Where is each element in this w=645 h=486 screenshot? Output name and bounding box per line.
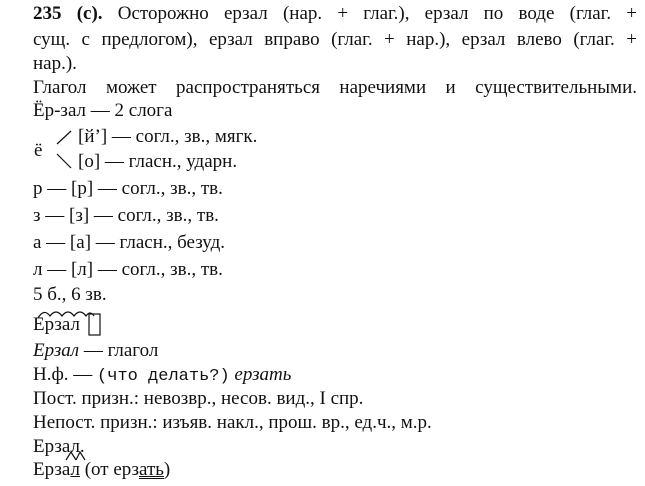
- morph-word: Ерзал: [33, 340, 80, 361]
- initial-form-word: ерзать: [229, 364, 292, 385]
- initial-form-line: [33, 364, 291, 388]
- letters-sounds-summary: 5 б., 6 зв.: [33, 284, 107, 305]
- variable-features-line: Непост. призн.: изъяв. накл., прош. вр., ед.ч., м.р.: [33, 412, 432, 433]
- sound-row-a: а — [а] — гласн., безуд.: [33, 232, 226, 253]
- derivation-from-suffix: ать: [139, 459, 164, 480]
- morph-title-line: [33, 340, 158, 362]
- yo-letter: ё: [34, 140, 43, 161]
- constant-features-line: Пост. призн.: невозвр., несов. вид., I спр.: [33, 388, 364, 409]
- sound-row-r: р — [р] — согл., зв., тв.: [33, 178, 223, 199]
- yo-branch-lines: [55, 128, 75, 172]
- exercise-number: 235 (с).: [33, 3, 103, 24]
- derivation-line: [33, 459, 170, 481]
- comment-line: Глагол может распространяться наречиями и существительными.: [33, 77, 637, 98]
- derivation-from-open: (от ерз: [79, 459, 139, 480]
- exercise-line-2: сущ. с предлогом), ерзал вправо (глаг. + нар.), ерзал влево (глаг. +: [33, 29, 637, 50]
- sound-row-z: з — [з] — согл., зв., тв.: [33, 205, 219, 226]
- initial-form-prefix: Н.ф. —: [33, 364, 98, 385]
- exercise-line-3: нар.).: [33, 53, 77, 74]
- initial-form-question: (что делать?): [97, 367, 230, 386]
- yo-sound-2: [о] — гласн., ударн.: [78, 151, 238, 172]
- derivation-word-suffix: л: [70, 459, 80, 480]
- sound-row-l: л — [л] — согл., зв., тв.: [33, 259, 223, 280]
- derivation-from-close: ): [163, 459, 171, 480]
- syntactic-role-line: Ерзал.: [33, 436, 85, 457]
- ending-box-mark: [88, 313, 102, 337]
- morph-pos: — глагол: [79, 340, 159, 361]
- yo-sound-1: [й’] — согл., зв., мягк.: [78, 126, 258, 147]
- derivation-word-prefix: Ерза: [33, 459, 71, 480]
- exercise-line-1: [33, 3, 637, 25]
- syllables-line: Ёр-зал — 2 слога: [33, 100, 173, 121]
- exercise-text-1: Осторожно ерзал (нар. + глаг.), ерзал по воде (глаг. +: [117, 3, 638, 24]
- morphemic-word: Ерзал: [33, 314, 80, 335]
